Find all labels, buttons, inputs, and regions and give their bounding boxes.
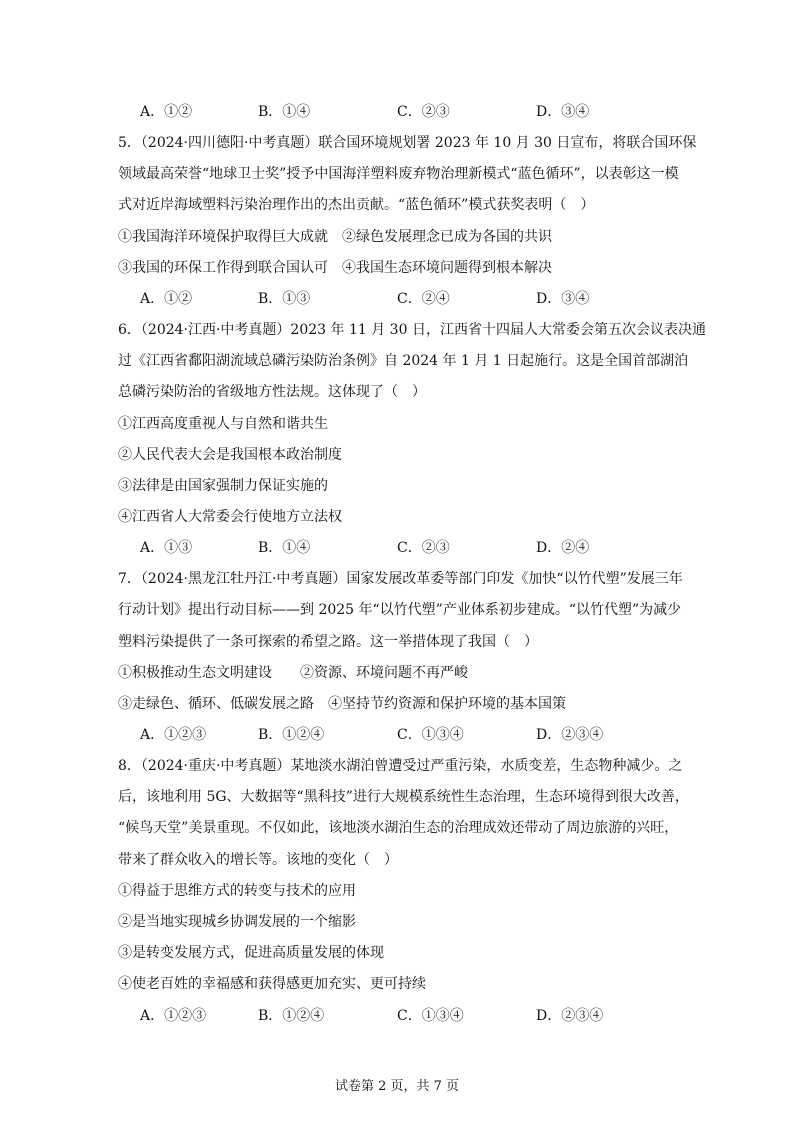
q7-option-b[interactable]: B．①②④ (258, 727, 325, 743)
q6-option-d[interactable]: D．②④ (536, 540, 590, 556)
q6-item-2: ②人民代表大会是我国根本政治制度 (118, 447, 342, 463)
q4-option-d[interactable]: D．③④ (536, 104, 590, 120)
q8-stem-line-4: 带来了群众收入的增长等。该地的变化（ ） (118, 852, 398, 868)
q7-item-line-1: ①积极推动生态文明建设 ②资源、环境问题不再严峻 (118, 665, 468, 681)
q6-option-b[interactable]: B．①④ (258, 540, 311, 556)
q4-option-b[interactable]: B．①④ (258, 104, 311, 120)
q6-stem-line-2: 过《江西省鄱阳湖流域总磷污染防治条例》自 2024 年 1 月 1 日起施行。这是全国首部湖泊 (118, 353, 689, 369)
q7-option-d[interactable]: D．②③④ (536, 727, 604, 743)
q8-item-3: ③是转变发展方式，促进高质量发展的体现 (118, 945, 384, 961)
q8-stem-line-3: “候鸟天堂”美景重现。不仅如此，该地淡水湖泊生态的治理成效还带动了周边旅游的兴旺， (118, 820, 679, 836)
q6-item-4: ④江西省人大常委会行使地方立法权 (118, 509, 342, 525)
q8-stem-line-1: 8．（2024·重庆·中考真题）某地淡水湖泊曾遭受过严重污染，水质变差，生态物种减少。之 (118, 758, 683, 774)
q5-stem-line-1: 5．（2024·四川德阳·中考真题）联合国环境规划署 2023 年 10 月 30 日宣布，将联合国环保 (118, 135, 697, 151)
q6-stem-line-3: 总磷污染防治的省级地方性法规。这体现了（ ） (118, 384, 426, 400)
q4-option-a[interactable]: A．①② (140, 104, 193, 120)
q5-option-c[interactable]: C．②④ (397, 291, 450, 307)
q5-stem-line-2: 领域最高荣誉“地球卫士奖”授予中国海洋塑料废弃物治理新模式“蓝色循环”，以表彰这一模 (118, 166, 679, 182)
q6-option-c[interactable]: C．②③ (397, 540, 450, 556)
q5-option-d[interactable]: D．③④ (536, 291, 590, 307)
q5-option-a[interactable]: A．①② (140, 291, 193, 307)
q8-item-1: ①得益于思维方式的转变与技术的应用 (118, 883, 356, 899)
q8-option-b[interactable]: B．①②④ (258, 1008, 325, 1024)
q5-stem-line-3: 式对近岸海域塑料污染治理作出的杰出贡献。“蓝色循环”模式获奖表明（ ） (118, 197, 595, 213)
q8-option-d[interactable]: D．②③④ (536, 1008, 604, 1024)
q6-item-3: ③法律是由国家强制力保证实施的 (118, 478, 328, 494)
q4-option-c[interactable]: C．②③ (397, 104, 450, 120)
q6-item-1: ①江西高度重视人与自然和谐共生 (118, 416, 328, 432)
q7-item-line-2: ③走绿色、循环、低碳发展之路 ④坚持节约资源和保护环境的基本国策 (118, 696, 566, 712)
q5-item-line-1: ①我国海洋环境保护取得巨大成就 ②绿色发展理念已成为各国的共识 (118, 229, 552, 245)
q6-stem-line-1: 6．（2024·江西·中考真题）2023 年 11 月 30 日，江西省十四届人大常委会第五次会议表决通 (118, 322, 706, 338)
page-footer: 试卷第 2 页，共 7 页 (334, 1079, 460, 1094)
q6-option-a[interactable]: A．①③ (140, 540, 193, 556)
q5-item-line-2: ③我国的环保工作得到联合国认可 ④我国生态环境问题得到根本解决 (118, 260, 552, 276)
q7-option-a[interactable]: A．①②③ (140, 727, 207, 743)
q8-option-a[interactable]: A．①②③ (140, 1008, 207, 1024)
q7-option-c[interactable]: C．①③④ (397, 727, 464, 743)
q5-option-b[interactable]: B．①③ (258, 291, 311, 307)
q7-stem-line-1: 7．（2024·黑龙江牡丹江·中考真题）国家发展改革委等部门印发《加快“以竹代塑”发展三年 (118, 571, 683, 587)
q7-stem-line-3: 塑料污染提供了一条可探索的希望之路。这一举措体现了我国（ ） (118, 634, 538, 650)
q8-option-c[interactable]: C．①③④ (397, 1008, 464, 1024)
q8-stem-line-2: 后，该地利用 5G、大数据等“黑科技”进行大规模系统性生态治理，生态环境得到很大改善， (118, 789, 689, 805)
q8-item-2: ②是当地实现城乡协调发展的一个缩影 (118, 914, 356, 930)
q8-item-4: ④使老百姓的幸福感和获得感更加充实、更可持续 (118, 976, 426, 992)
q7-stem-line-2: 行动计划》提出行动目标——到 2025 年“以竹代塑”产业体系初步建成。“以竹代塑”为减少 (118, 602, 682, 618)
